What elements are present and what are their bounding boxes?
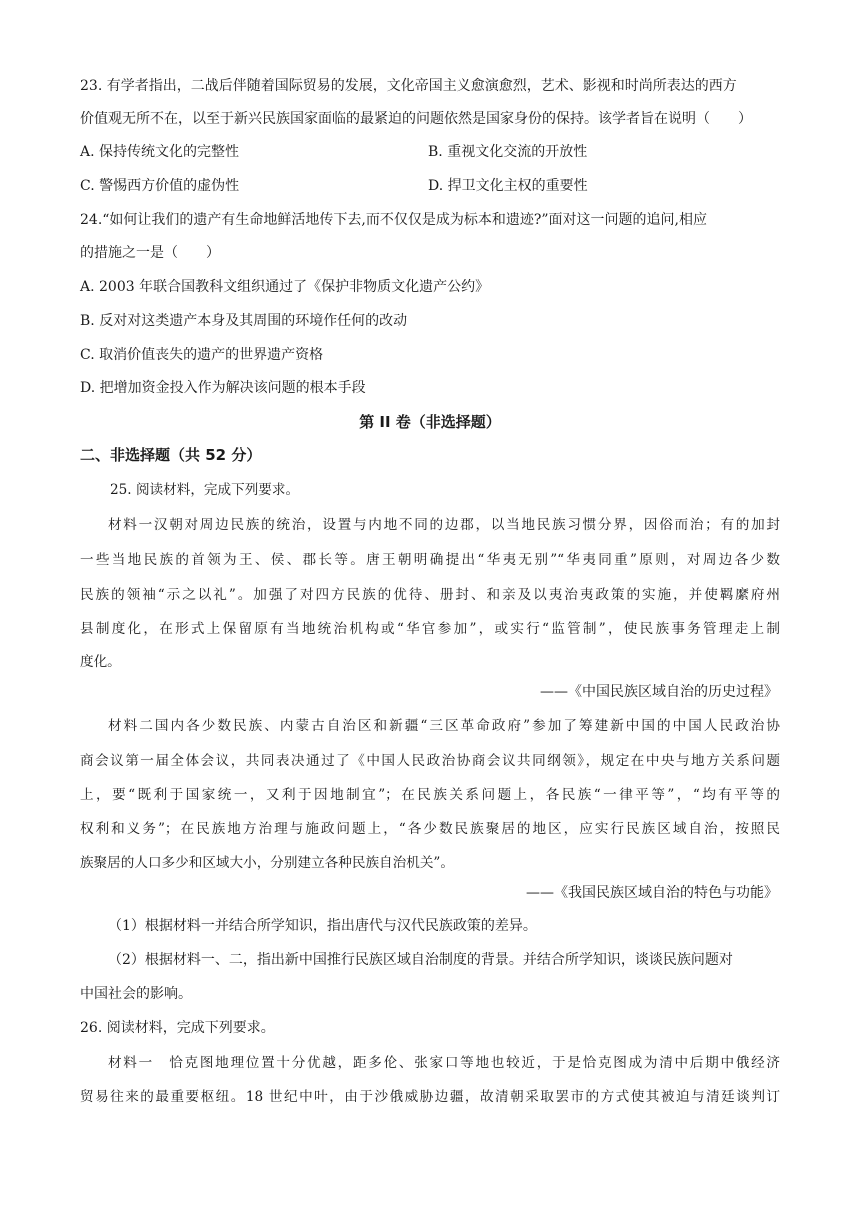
q25-material-2-line-2: 商会议第一届全体会议，共同表决通过了《中国人民政治协商会议共同纲领》，规定在中央与地方关系问题 [80,753,780,769]
q23-option-d: D. 捍卫文化主权的重要性 [428,178,588,194]
section-heading: 二、非选择题（共 52 分） [80,446,262,464]
q24-stem-line-1: 24.“如何让我们的遗产有生命地鲜活地传下去,而不仅仅是成为标本和遗迹?”面对这一问题的追问,相应 [80,212,707,228]
q24-option-c: C. 取消价值丧失的遗产的世界遗产资格 [80,347,324,363]
q25-material-2-line-5: 族聚居的人口多少和区域大小，分别建立各种民族自治机关”。 [80,855,454,871]
q25-material-1-line-3: 民族的领袖“示之以礼”。加强了对四方民族的优待、册封、和亲及以夷治夷政策的实施，并使羁縻府州 [80,587,780,603]
q25-material-1-source: ——《中国民族区域自治的历史过程》 [540,684,778,700]
q26-material-1-line-1: 材料一 恰克图地理位置十分优越，距多伦、张家口等地也较近，于是恰克图成为清中后期中俄经济 [108,1055,780,1071]
q25-material-2-source: ——《我国民族区域自治的特色与功能》 [526,885,778,901]
q24-stem-line-2: 的措施之一是（ ） [80,245,220,261]
q25-material-1-line-4: 县制度化，在形式上保留原有当地统治机构或“华官参加”，或实行“监管制”，使民族事务管理走上制 [80,621,780,637]
q24-option-d: D. 把增加资金投入作为解决该问题的根本手段 [80,380,366,396]
q24-option-a: A. 2003 年联合国教科文组织通过了《保护非物质文化遗产公约》 [80,279,490,295]
q23-stem-line-2: 价值观无所不在，以至于新兴民族国家面临的最紧迫的问题依然是国家身份的保持。该学者旨在说明（ ） [80,111,752,127]
q23-option-c: C. 警惕西方价值的虚伪性 [80,178,240,194]
q26-material-1-line-2: 贸易往来的最重要枢纽。18 世纪中叶，由于沙俄威胁边疆，故清朝采取罢市的方式使其被迫与清廷谈判订 [80,1089,780,1105]
q25-material-2-line-4: 权利和义务”；在民族地方治理与施政问题上，“各少数民族聚居的地区，应实行民族区域自治，按照民 [80,821,780,837]
q25-material-1-line-2: 一些当地民族的首领为王、侯、郡长等。唐王朝明确提出“华夷无别”“华夷同重”原则，对周边各少数 [80,552,780,568]
q26-intro: 26. 阅读材料，完成下列要求。 [80,1020,275,1036]
q25-subquestion-1: （1）根据材料一并结合所学知识，指出唐代与汉代民族政策的差异。 [108,918,537,934]
q25-subquestion-2-line-2: 中国社会的影响。 [80,986,192,1002]
q25-subquestion-2-line-1: （2）根据材料一、二，指出新中国推行民族区域自治制度的背景。并结合所学知识，谈谈民族问题对 [108,952,733,968]
q24-option-b: B. 反对对这类遗产本身及其周围的环境作任何的改动 [80,313,408,329]
q25-material-2-line-3: 上，要“既利于国家统一，又利于因地制宜”；在民族关系问题上，各民族“一律平等”，“均有平等的 [80,787,780,803]
q25-material-1-line-5: 度化。 [80,654,121,670]
part-2-title: 第 II 卷（非选择题） [359,413,501,431]
q25-intro: 25. 阅读材料，完成下列要求。 [110,482,300,498]
q25-material-2-line-1: 材料二国内各少数民族、内蒙古自治区和新疆“三区革命政府”参加了筹建新中国的中国人民政治协 [108,718,780,734]
q25-material-1-line-1: 材料一汉朝对周边民族的统治，设置与内地不同的边郡，以当地民族习惯分界，因俗而治；有的加封 [108,517,780,533]
q23-stem-line-1: 23. 有学者指出，二战后伴随着国际贸易的发展，文化帝国主义愈演愈烈，艺术、影视和时尚所表达的西方 [80,78,737,94]
q23-option-b: B. 重视文化交流的开放性 [428,144,588,160]
q23-option-a: A. 保持传统文化的完整性 [80,144,240,160]
